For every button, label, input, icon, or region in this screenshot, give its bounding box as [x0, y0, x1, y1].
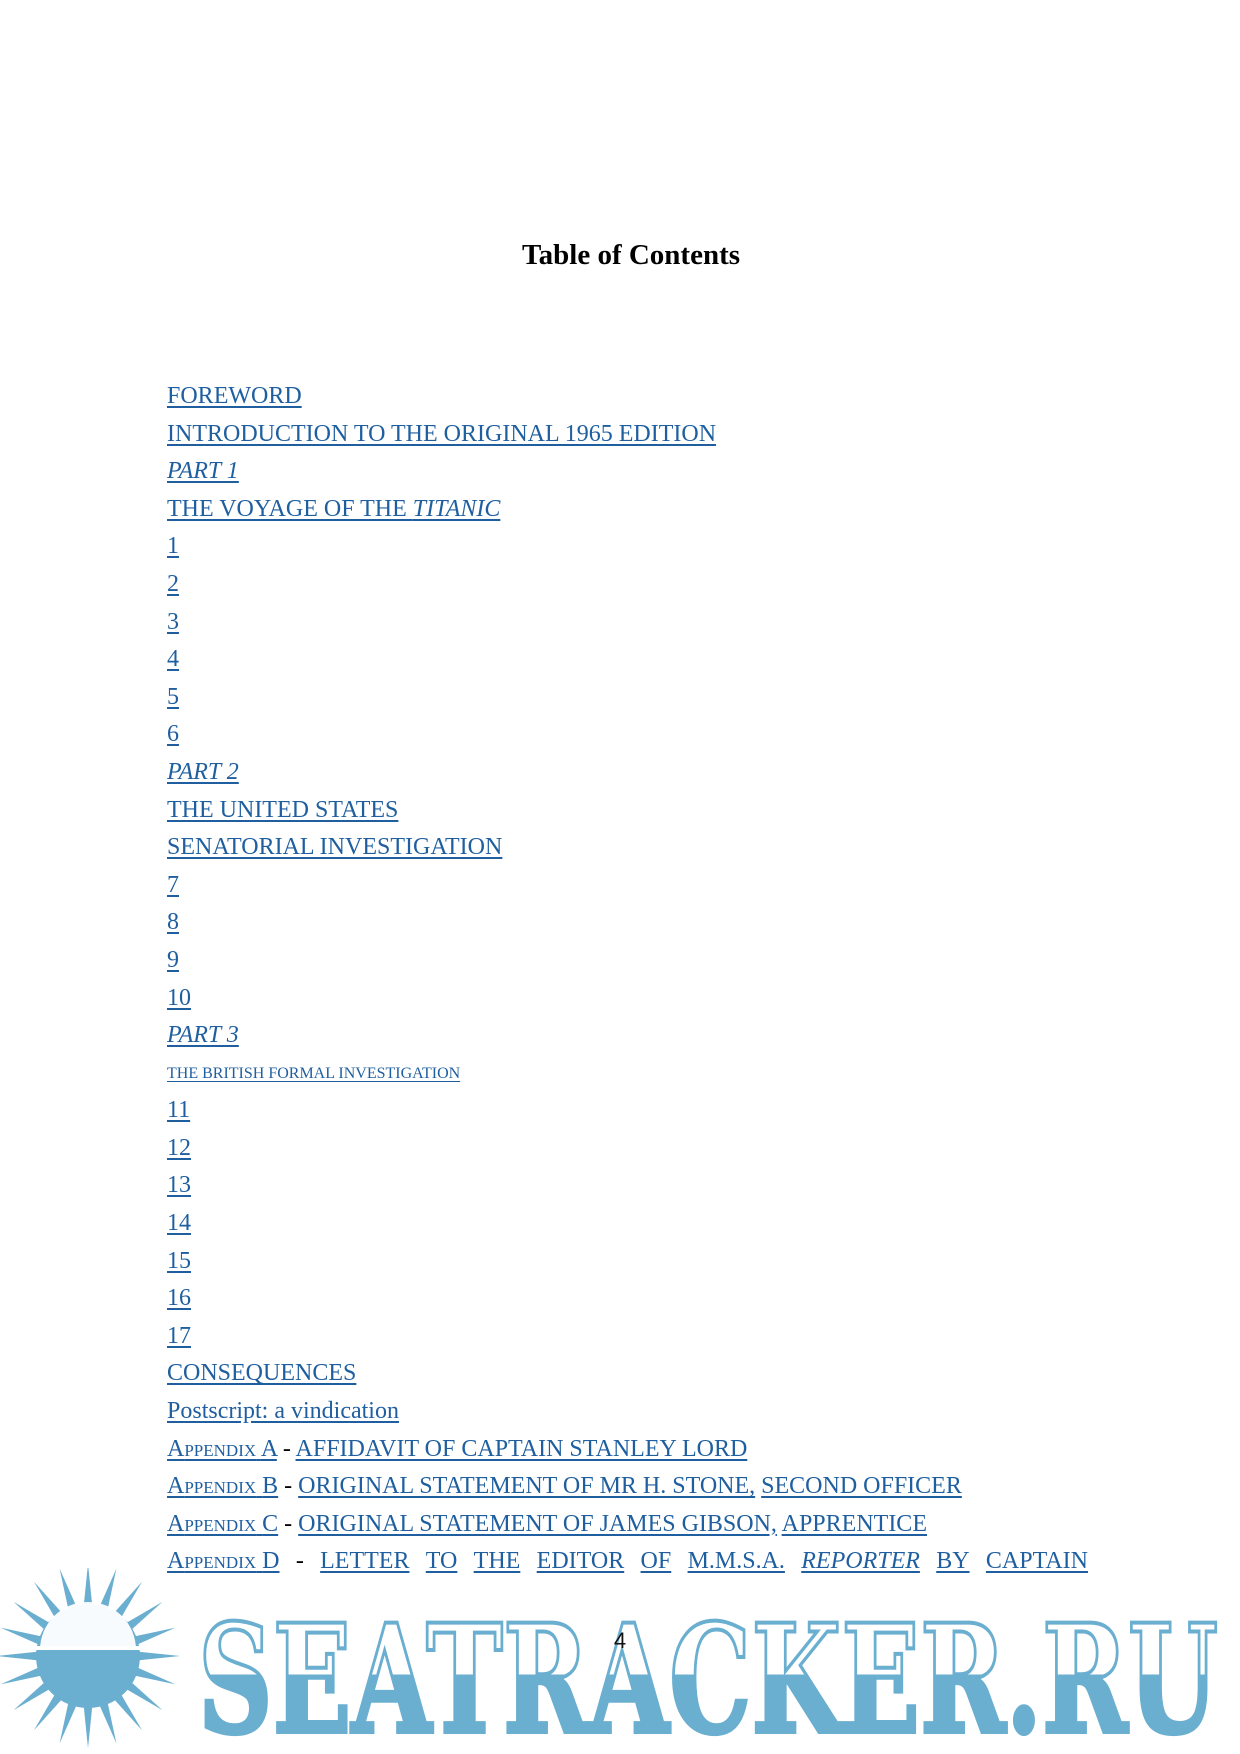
toc-link-chapter[interactable]: 15 — [167, 1247, 191, 1274]
toc-entry-chapter-2[interactable] — [167, 566, 1097, 604]
sun-ray — [84, 1706, 93, 1748]
sun-ray — [1, 1667, 42, 1684]
toc-entry-chapter-8[interactable] — [167, 904, 1097, 942]
appendix-word-rest: PPENDIX — [184, 1478, 257, 1498]
appendix-d-word[interactable]: BY — [936, 1548, 970, 1575]
toc-link-chapter[interactable]: 11 — [167, 1097, 191, 1124]
toc-link-part-1[interactable]: PART 1 — [167, 458, 239, 485]
toc-link-consequences[interactable]: CONSEQUENCES — [167, 1360, 357, 1387]
toc-link-chapter[interactable]: 10 — [167, 984, 191, 1011]
toc-entry-appendix-a[interactable] — [167, 1431, 1097, 1469]
sun-ray — [126, 1602, 163, 1630]
appendix-d-word[interactable]: THE — [473, 1548, 521, 1575]
toc-entry-chapter-17[interactable] — [167, 1318, 1097, 1356]
toc-link-chapter[interactable]: 6 — [167, 721, 179, 748]
sun-ray — [134, 1667, 175, 1684]
toc-entry-foreword[interactable] — [167, 378, 1097, 416]
toc-link-postscript[interactable]: Postscript: a vindication — [167, 1398, 399, 1425]
toc-link-part-3-title[interactable]: THE BRITISH FORMAL INVESTIGATION — [167, 1064, 461, 1082]
toc-entry-introduction[interactable] — [167, 416, 1097, 454]
appendix-word-rest: PPENDIX — [184, 1553, 257, 1573]
toc-link-chapter[interactable]: 8 — [167, 909, 179, 936]
toc-entry-chapter-11[interactable] — [167, 1092, 1097, 1130]
appendix-word-rest: PPENDIX — [184, 1440, 257, 1460]
toc-link-chapter[interactable]: 5 — [167, 683, 179, 710]
appendix-a-title[interactable]: AFFIDAVIT OF CAPTAIN STANLEY LORD — [295, 1435, 748, 1462]
toc-link-chapter[interactable]: 12 — [167, 1134, 191, 1161]
toc-link-chapter[interactable]: 9 — [167, 946, 179, 973]
toc-entry-part-3[interactable] — [167, 1017, 1097, 1055]
appendix-c-title-2[interactable]: APPRENTICE — [781, 1510, 927, 1537]
toc-entry-chapter-4[interactable] — [167, 641, 1097, 679]
appendix-c-title[interactable]: ORIGINAL STATEMENT OF JAMES GIBSON, — [298, 1510, 777, 1537]
toc-link-chapter[interactable]: 13 — [167, 1172, 191, 1199]
toc-link-part-2-title-2[interactable]: SENATORIAL INVESTIGATION — [167, 834, 503, 861]
sun-ray — [60, 1569, 77, 1610]
sun-ray — [126, 1682, 163, 1710]
appendix-d-italic-word[interactable]: REPORTER — [801, 1548, 920, 1575]
toc-entry-part-2-title-2[interactable] — [167, 829, 1097, 867]
table-of-contents — [167, 378, 1097, 1581]
appendix-c-label[interactable] — [167, 1511, 278, 1537]
toc-link-chapter[interactable]: 3 — [167, 608, 179, 635]
toc-entry-part-2[interactable] — [167, 754, 1097, 792]
page-title: Table of Contents — [521, 239, 741, 271]
toc-link-introduction[interactable]: INTRODUCTION TO THE ORIGINAL 1965 EDITION — [167, 420, 717, 447]
appendix-d-word[interactable]: OF — [640, 1548, 672, 1575]
appendix-d-word[interactable]: LETTER — [320, 1548, 410, 1575]
toc-entry-chapter-6[interactable] — [167, 716, 1097, 754]
toc-entry-appendix-c[interactable] — [167, 1506, 1097, 1544]
toc-link-part-1-title[interactable] — [167, 496, 500, 522]
appendix-letter: C — [262, 1510, 279, 1537]
toc-entry-part-3-title[interactable] — [167, 1055, 1097, 1093]
appendix-d-word[interactable]: CAPTAIN — [985, 1548, 1088, 1575]
appendix-letter: B — [262, 1473, 279, 1500]
toc-link-part-2-title-1[interactable]: THE UNITED STATES — [167, 796, 399, 823]
sun-ray — [14, 1602, 51, 1630]
toc-entry-chapter-9[interactable] — [167, 942, 1097, 980]
toc-link-chapter[interactable]: 2 — [167, 570, 179, 597]
toc-link-chapter[interactable]: 14 — [167, 1210, 191, 1237]
sun-ray — [114, 1694, 142, 1731]
sun-ray — [34, 1694, 62, 1731]
appendix-b-title-2[interactable]: SECOND OFFICER — [761, 1473, 962, 1500]
toc-link-chapter[interactable]: 7 — [167, 871, 179, 898]
appendix-word-initial: A — [167, 1548, 185, 1575]
sun-ray — [84, 1568, 93, 1606]
appendix-word-initial: A — [167, 1510, 185, 1537]
toc-entry-chapter-14[interactable] — [167, 1205, 1097, 1243]
toc-entry-part-1-title[interactable] — [167, 491, 1097, 529]
toc-entry-chapter-3[interactable] — [167, 604, 1097, 642]
separator-dash: - — [284, 1510, 293, 1537]
part-1-title-italic: TITANIC — [412, 495, 501, 522]
toc-link-chapter[interactable]: 16 — [167, 1285, 191, 1312]
page-number: 4 — [613, 1628, 627, 1653]
toc-link-chapter[interactable]: 17 — [167, 1322, 191, 1349]
toc-entry-chapter-5[interactable] — [167, 679, 1097, 717]
toc-link-foreword[interactable]: FOREWORD — [167, 383, 302, 409]
sun-ray — [99, 1569, 116, 1610]
sun-ray — [99, 1702, 116, 1743]
toc-entry-postscript[interactable] — [167, 1393, 1097, 1431]
toc-entry-chapter-16[interactable] — [167, 1280, 1097, 1318]
appendix-b-label[interactable] — [167, 1473, 278, 1499]
watermark-text: SEATRACKER.RU — [198, 1592, 1218, 1754]
appendix-word-rest: PPENDIX — [184, 1515, 257, 1535]
sun-logo-icon — [0, 1568, 180, 1748]
toc-entry-appendix-b[interactable] — [167, 1468, 1097, 1506]
seatracker-watermark — [0, 1568, 1240, 1754]
toc-link-part-3[interactable]: PART 3 — [167, 1022, 239, 1049]
sun-ray — [14, 1682, 51, 1710]
toc-link-part-2[interactable]: PART 2 — [167, 758, 239, 785]
appendix-b-title[interactable]: ORIGINAL STATEMENT OF MR H. STONE, — [298, 1473, 756, 1500]
appendix-a-label[interactable] — [167, 1436, 277, 1462]
toc-link-chapter[interactable]: 1 — [167, 533, 179, 560]
appendix-letter: D — [262, 1548, 280, 1575]
toc-entry-chapter-13[interactable] — [167, 1167, 1097, 1205]
toc-link-chapter[interactable]: 4 — [167, 646, 179, 673]
appendix-letter: A — [260, 1435, 277, 1462]
appendix-word-initial: A — [167, 1435, 185, 1462]
toc-entry-part-2-title-1[interactable] — [167, 792, 1097, 830]
toc-entry-chapter-1[interactable] — [167, 528, 1097, 566]
part-1-title-text: THE VOYAGE OF THE — [167, 495, 413, 522]
toc-entry-chapter-12[interactable] — [167, 1130, 1097, 1168]
appendix-d-word[interactable]: EDITOR — [536, 1548, 625, 1575]
separator-dash: - — [295, 1548, 304, 1575]
toc-entry-chapter-15[interactable] — [167, 1243, 1097, 1281]
toc-entry-chapter-7[interactable] — [167, 867, 1097, 905]
separator-dash: - — [282, 1435, 291, 1462]
appendix-word-initial: A — [167, 1473, 185, 1500]
sun-ray — [60, 1702, 77, 1743]
toc-entry-chapter-10[interactable] — [167, 980, 1097, 1018]
separator-dash: - — [284, 1473, 293, 1500]
appendix-d-word[interactable]: TO — [425, 1548, 458, 1575]
toc-entry-consequences[interactable] — [167, 1355, 1097, 1393]
toc-entry-part-1[interactable] — [167, 453, 1097, 491]
appendix-d-word[interactable]: M.M.S.A. — [687, 1548, 785, 1575]
